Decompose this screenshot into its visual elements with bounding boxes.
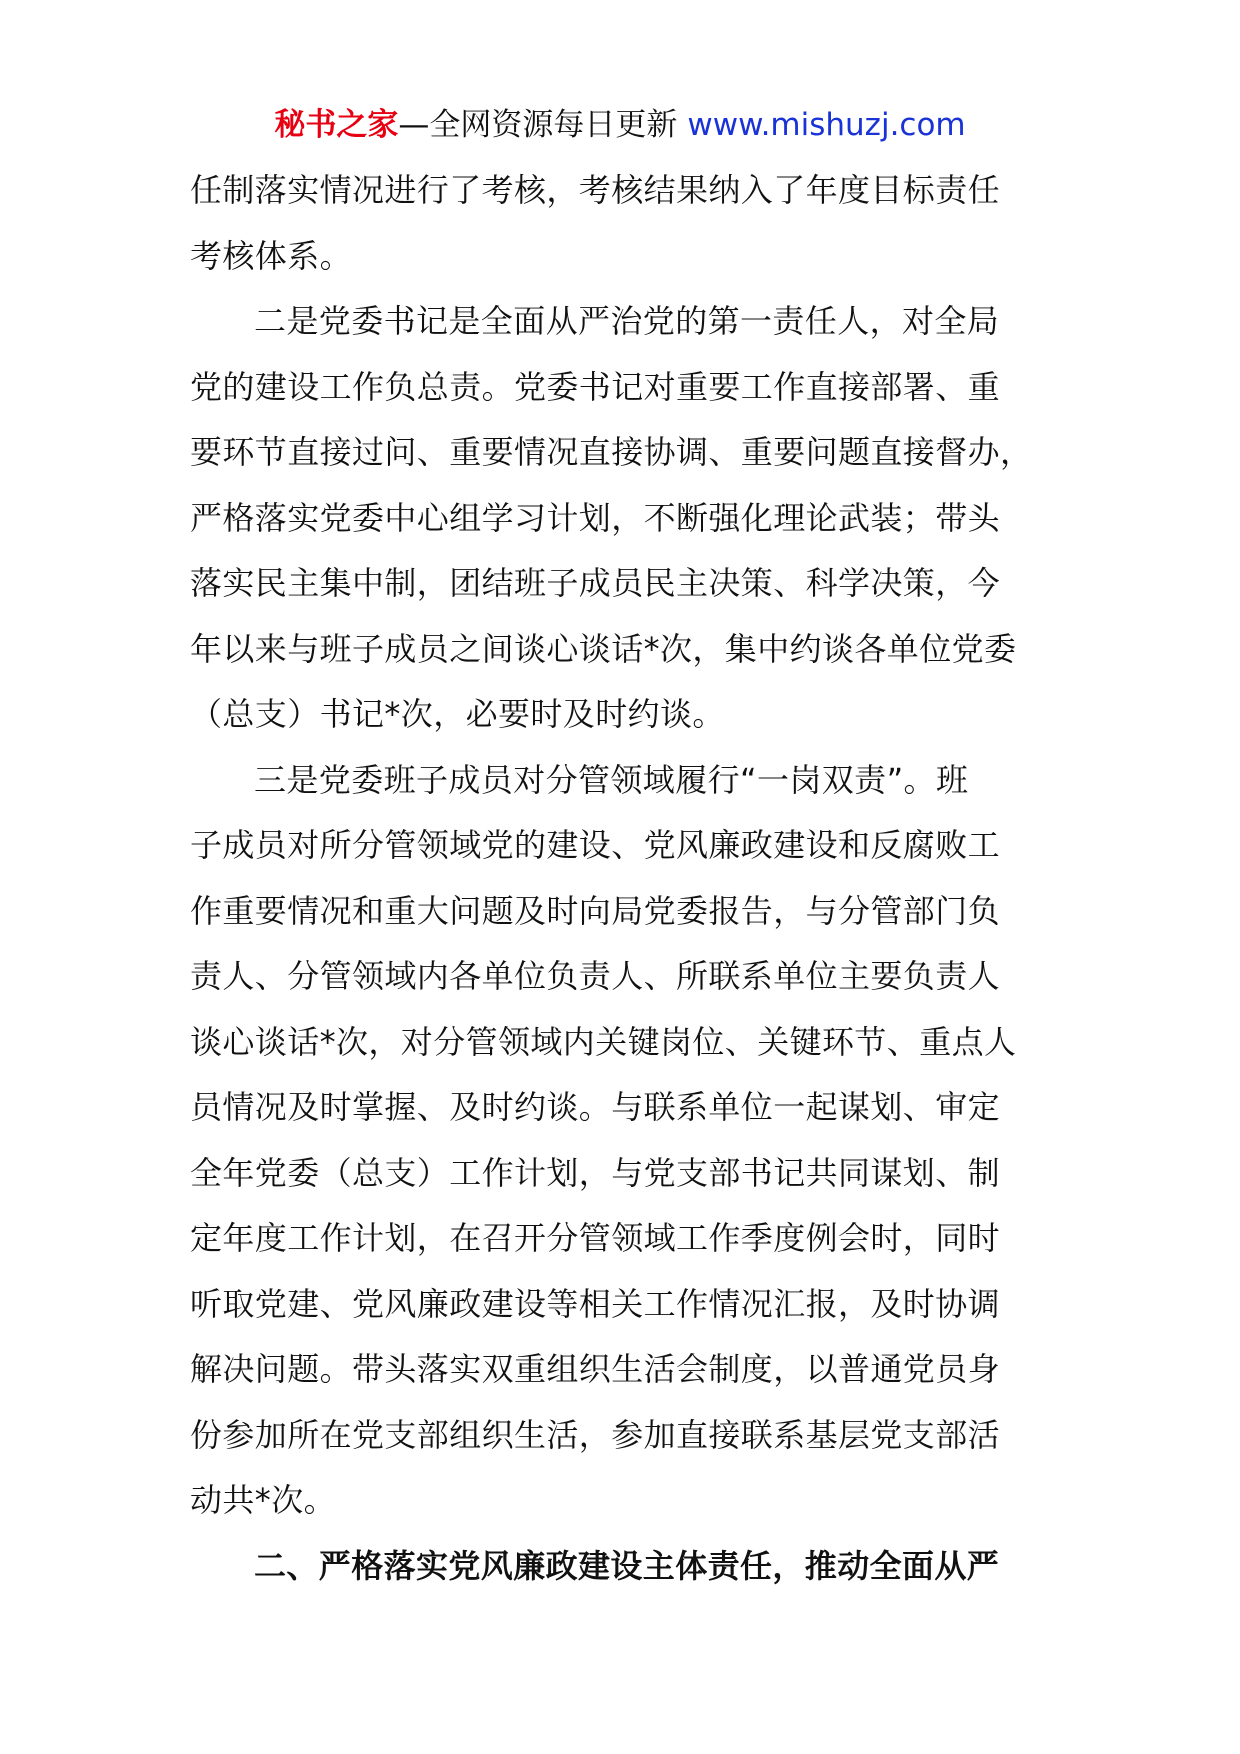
paragraph-start: 三是党委班子成员对分管领域履行“一岗双责”。班: [254, 760, 969, 799]
body-line: 严格落实党委中心组学习计划，不断强化理论武装；带头: [190, 498, 1001, 537]
body-line: 全年党委（总支）工作计划，与党支部书记共同谋划、制: [190, 1153, 1001, 1192]
body-line: 份参加所在党支部组织生活，参加直接联系基层党支部活: [190, 1415, 1001, 1454]
body-line: 任制落实情况进行了考核，考核结果纳入了年度目标责任: [190, 171, 1001, 209]
body-line: 党的建设工作负总责。党委书记对重要工作直接部署、重: [190, 367, 1001, 406]
body-line: 定年度工作计划，在召开分管领域工作季度例会时，同时: [190, 1219, 1001, 1257]
body-line: 作重要情况和重大问题及时向局党委报告，与分管部门负: [190, 891, 1001, 930]
body-line: （总支）书记*次，必要时及时约谈。: [190, 695, 725, 733]
document-body: [190, 158, 1050, 1599]
body-line: 考核体系。: [190, 236, 353, 275]
section-heading: 二、严格落实党风廉政建设主体责任，推动全面从严: [254, 1546, 1000, 1585]
body-line: 年以来与班子成员之间谈心谈话*次，集中约谈各单位党委: [190, 629, 1017, 668]
body-line: 谈心谈话*次，对分管领域内关键岗位、关键环节、重点人: [190, 1022, 1017, 1061]
page-header: [0, 103, 1240, 147]
body-line: 动共*次。: [190, 1481, 337, 1519]
website-link[interactable]: www.mishuzj.com: [687, 107, 966, 143]
paragraph-start: 二是党委书记是全面从严治党的第一责任人，对全局: [254, 302, 1000, 340]
body-line: 解决问题。带头落实双重组织生活会制度，以普通党员身: [190, 1350, 1001, 1388]
header-tagline: —全网资源每日更新: [398, 107, 678, 143]
body-line: 子成员对所分管领域党的建设、党风廉政建设和反腐败工: [190, 826, 1001, 864]
body-line: 责人、分管领域内各单位负责人、所联系单位主要负责人: [190, 957, 1001, 995]
body-line: 员情况及时掌握、及时约谈。与联系单位一起谋划、审定: [190, 1088, 1001, 1126]
body-line: 要环节直接过问、重要情况直接协调、重要问题直接督办，: [190, 433, 1033, 471]
brand-name: 秘书之家: [274, 107, 399, 143]
body-line: 听取党建、党风廉政建设等相关工作情况汇报，及时协调: [190, 1284, 1001, 1323]
body-line: 落实民主集中制，团结班子成员民主决策、科学决策，今: [190, 564, 1001, 602]
